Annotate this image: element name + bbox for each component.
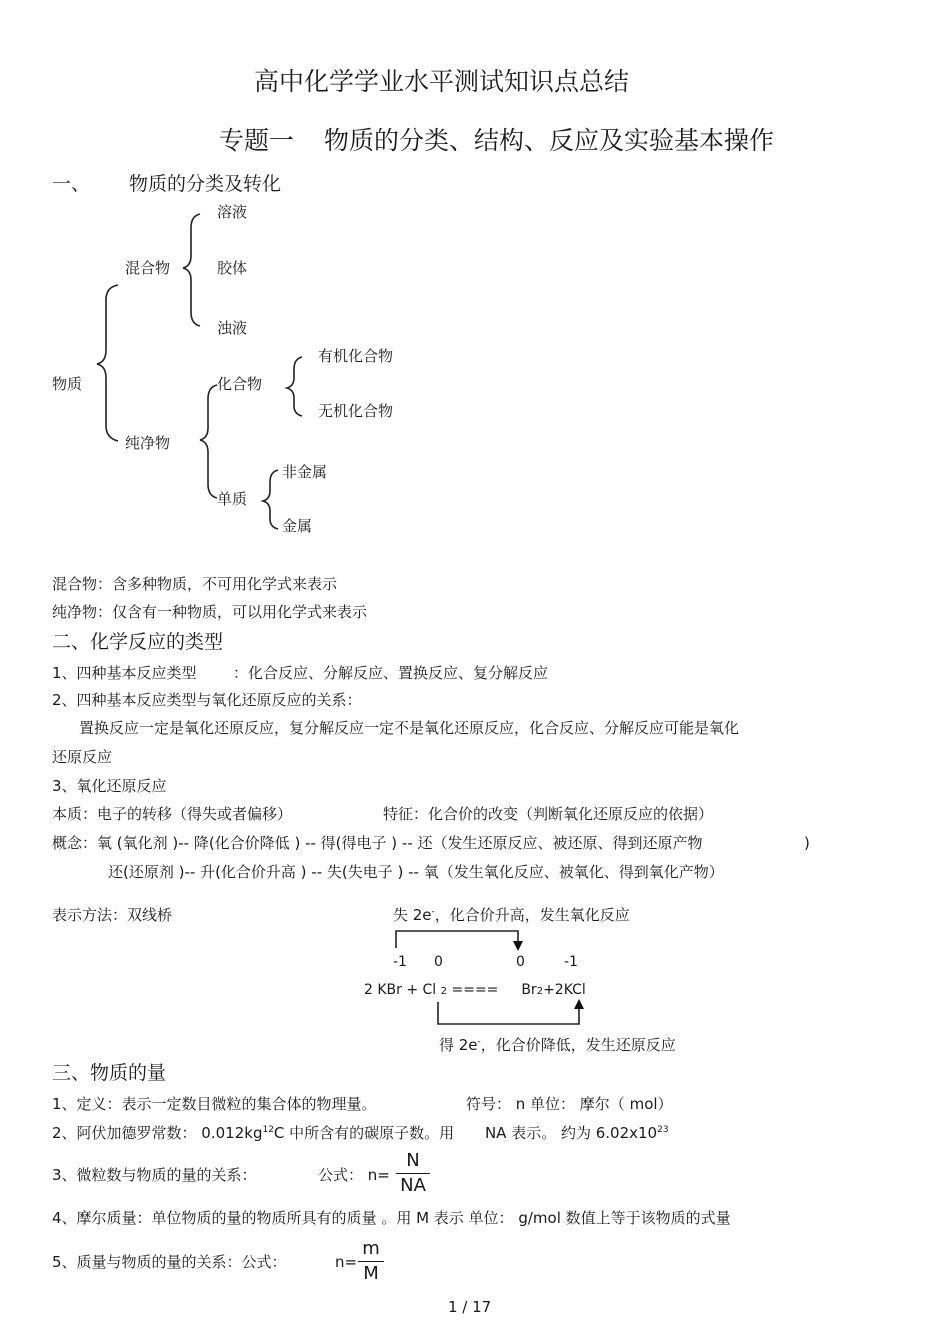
reaction-equation <box>364 983 586 997</box>
fraction1-bar <box>396 1173 430 1174</box>
avogadro-sup23: 23 <box>657 1125 669 1135</box>
fraction2-bar <box>358 1261 384 1262</box>
tree-suspension: 浊液 <box>217 319 248 337</box>
fraction-m-over-M <box>358 1240 384 1283</box>
fraction-n-over-na <box>396 1152 430 1195</box>
bridge-bottom-suffix: ，化合价降低，发生还原反应 <box>480 1036 676 1054</box>
molar-mass-line: 4、摩尔质量：单位物质的量的物质所具有的质量 。用 M 表示 单位： g/mol 数值上等于该物质的式量 <box>52 1209 731 1227</box>
valence-cl2: 0 <box>434 954 443 970</box>
relation1-text: 3、微粒数与物质的量的关系： <box>52 1166 257 1184</box>
mole-symbol-unit: 符号： n 单位： 摩尔（ mol） <box>466 1095 673 1113</box>
bridge-bottom-prefix: 得 2e <box>439 1036 478 1054</box>
item2-para-line2: 还原反应 <box>52 748 113 766</box>
section3-heading: 三、物质的量 <box>52 1062 167 1084</box>
fraction1-denominator: NA <box>400 1175 426 1196</box>
section2-heading: 二、化学反应的类型 <box>52 631 224 653</box>
tree-element: 单质 <box>217 490 248 508</box>
bridge-top-line <box>396 931 518 948</box>
tree-nonmetal: 非金属 <box>282 463 328 481</box>
equation-product: Br <box>521 982 537 998</box>
tree-compound: 化合物 <box>217 375 263 393</box>
bridge-bottom-sup: - <box>477 1037 481 1047</box>
item2-label: 2、四种基本反应类型与氧化还原反应的关系： <box>52 691 362 709</box>
valence-kcl-cl: -1 <box>564 954 578 970</box>
relation2-formula: n= <box>335 1253 358 1271</box>
brace-compound <box>287 357 302 416</box>
redox-essence: 本质：电子的转移（得失或者偏移） <box>52 805 293 823</box>
tree-metal: 金属 <box>282 517 313 535</box>
valence-br2: 0 <box>516 954 525 970</box>
avogadro-na: NA 表示。 约为 6.02x10 <box>484 1124 658 1142</box>
page-title: 高中化学学业水平测试知识点总结 <box>254 67 630 96</box>
mole-definition: 1、定义：表示一定数目微粒的集合体的物理量。 <box>52 1095 377 1113</box>
tree-inorganic: 无机化合物 <box>318 402 394 420</box>
section1-heading: 物质的分类及转化 <box>129 173 282 195</box>
equation-equals: ==== <box>451 982 499 998</box>
item1-content: ：化合反应、分解反应、置换反应、复分解反应 <box>233 664 549 682</box>
tree-mixture: 混合物 <box>125 259 171 277</box>
redox-concept-reductant: 还(还原剂 )-- 升(化合价升高 ) -- 失(失电子 ) -- 氧（发生氧化反应、被氧化、得到氧化产物） <box>108 863 724 881</box>
item3-label: 3、氧化还原反应 <box>52 777 167 795</box>
redox-feature: 特征：化合价的改变（判断氧化还原反应的依据） <box>383 805 714 823</box>
topic-name: 物质的分类、结构、反应及实验基本操作 <box>324 126 775 155</box>
topic-number: 专题一 <box>219 126 295 155</box>
tree-colloid: 胶体 <box>217 259 248 277</box>
equation-sub2: 2 <box>536 986 544 997</box>
brace-mixture <box>183 214 200 326</box>
brace-element <box>263 470 278 529</box>
tree-solution: 溶液 <box>217 203 248 221</box>
valence-kbr-br: -1 <box>393 954 407 970</box>
note-pure: 纯净物：仅含有一种物质，可以用化学式来表示 <box>52 603 368 621</box>
fraction2-numerator: m <box>362 1238 380 1259</box>
page-number: 1 / 17 <box>448 1298 492 1316</box>
bridge-top-arrow <box>513 941 523 951</box>
section1-number: 一、 <box>52 173 91 195</box>
redox-concept-oxidant-end: ) <box>804 834 810 852</box>
bridge-top-suffix: ，化合价升高，发生氧化反应 <box>434 906 630 924</box>
redox-concept-oxidant: 概念：氧 (氧化剂 )-- 降(化合价降低 ) -- 得(得电子 ) -- 还（发生还原反应、被还原、得到还原产物 <box>52 834 703 852</box>
note-mixture: 混合物：含多种物质，不可用化学式来表示 <box>52 575 338 593</box>
brace-root <box>97 285 118 441</box>
tree-organic: 有机化合物 <box>318 347 394 365</box>
equation-sub1: 2 <box>440 986 448 997</box>
item1-label: 1、四种基本反应类型 <box>52 664 197 682</box>
bridge-method-label: 表示方法：双线桥 <box>52 906 173 924</box>
fraction2-denominator: M <box>363 1263 379 1284</box>
brace-pure <box>200 385 217 498</box>
bridge-top-sup: - <box>431 907 435 917</box>
bridge-top-prefix: 失 2e <box>393 906 432 924</box>
bridge-bottom-arrow <box>574 999 584 1009</box>
relation2-text: 5、质量与物质的量的关系：公式： <box>52 1253 287 1271</box>
item2-para-line1: 置换反应一定是氧化还原反应，复分解反应一定不是氧化还原反应，化合反应、分解反应可能是氧化 <box>79 719 740 737</box>
relation1-formula: 公式： n= <box>318 1166 390 1184</box>
bridge-bottom-text <box>439 1038 676 1053</box>
equation-product2: +2KCl <box>543 982 586 998</box>
tree-root: 物质 <box>52 375 83 393</box>
bridge-bottom-line <box>438 1002 579 1024</box>
fraction1-numerator: N <box>406 1150 420 1171</box>
bridge-top-text <box>393 908 630 923</box>
tree-pure: 纯净物 <box>125 434 171 452</box>
avogadro-line <box>52 1126 669 1141</box>
equation-reactants: 2 KBr + Cl <box>364 982 437 998</box>
avogadro-sup12: 12 <box>262 1125 274 1135</box>
avogadro-c-text: C 中所含有的碳原子数。用 <box>273 1124 455 1142</box>
avogadro-text: 2、阿伏加德罗常数： 0.012kg <box>52 1124 263 1142</box>
